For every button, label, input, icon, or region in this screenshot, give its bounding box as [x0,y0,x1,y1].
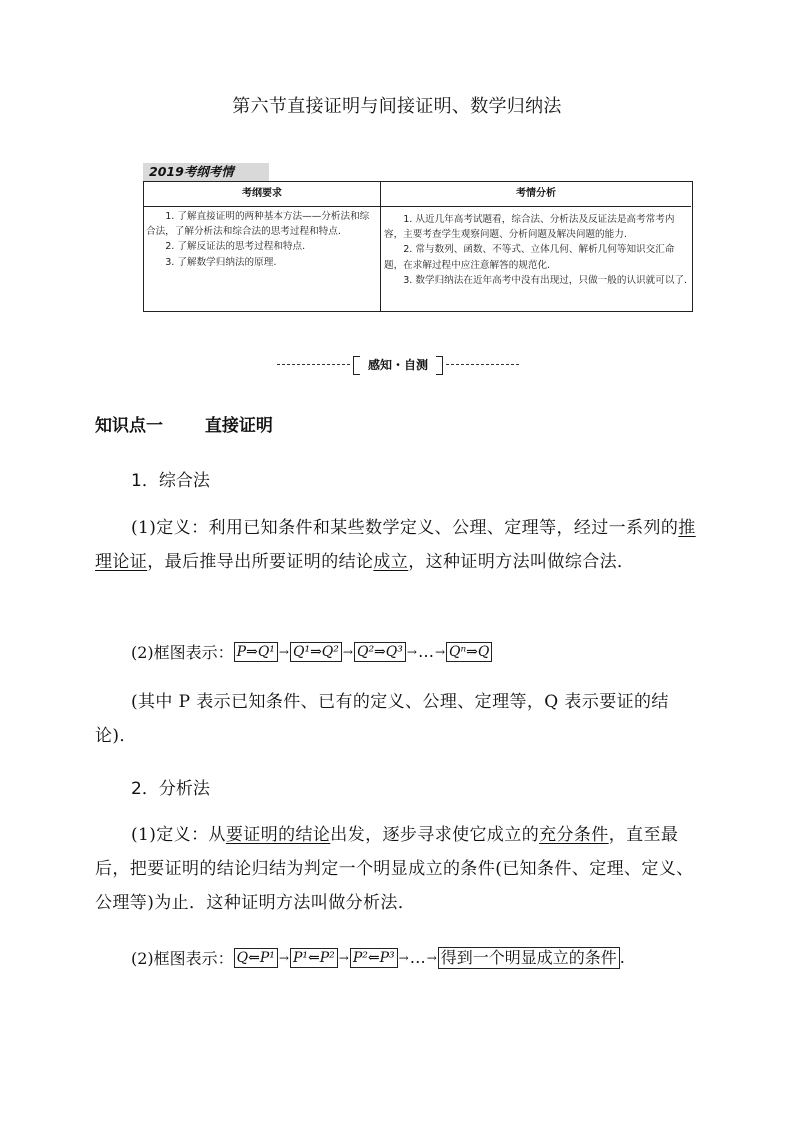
kp-number: 知识点一 [95,416,163,436]
s1-heading: 1．综合法 [131,471,210,491]
s1-def-text: ，最后推导出所要证明的结论 [147,552,374,572]
arrow-icon: → [338,950,349,965]
s2-definition [95,818,705,920]
flow-box: Q⇐P¹ [234,948,278,968]
divider-line-left [277,364,350,365]
s2-def-text: ，直至最后，把要证明的结论归结为判定一个明显成立的条件(已知条件、定理、定义、公理等)为止．这种证明方法叫做分析法． [95,825,694,913]
flow-box: Q¹⇒Q² [290,642,342,662]
s2-flow-label: (2)框图表示： [131,949,234,968]
flow-dots: … [417,642,434,661]
bracket-right [436,356,443,375]
arrow-icon: → [398,950,409,965]
flow-box: Qⁿ⇒Q [446,642,492,662]
knowledge-point-heading [95,411,273,436]
left-item: 2. 了解反证法的思考过程和特点. [165,241,306,253]
section-divider [277,354,519,376]
s1-def-text: (1)定义：利用已知条件和某些数学定义、公理、定理等，经过一系列的 [131,518,679,538]
flow-end: . [619,948,625,967]
s1-def-underline-2: 成立 [373,552,409,572]
page-title: 第六节直接证明与间接证明、数学归纳法 [232,96,562,117]
s1-definition [95,511,705,579]
right-item: 3. 数学归纳法在近年高考中没有出现过，只做一般的认识就可以了. [403,274,688,286]
s1-flow [131,640,492,663]
s2-flow [131,946,625,969]
exam-tag: 2019考纲考情 [143,163,269,181]
left-item: 3. 了解数学归纳法的原理. [165,256,277,268]
s2-def-underline-2: 充分条件 [539,825,609,845]
right-item: 1. 从近几年高考试题看，综合法、分析法及反证法是高考常考内容，主要考查学生观察问题、分析问题及解决问题的能力. [384,214,675,241]
arrow-icon: → [278,644,289,659]
s1-def-underline-1: 推理论证 [95,518,696,572]
s2-heading: 2．分析法 [131,779,210,799]
left-item: 1. 了解直接证明的两种基本方法——分析法和综合法，了解分析法和综合法的思考过程和特点. [146,211,370,238]
s1-def-text: ，这种证明方法叫做综合法． [408,552,635,572]
flow-dots: … [409,948,426,967]
arrow-icon: → [342,644,353,659]
divider-label: 感知・自测 [367,358,428,372]
right-col [384,212,690,288]
right-header: 考情分析 [381,182,691,207]
flow-box: P¹⇐P² [290,948,338,968]
left-col [146,209,378,270]
divider-line-right [446,364,519,365]
kp-name: 直接证明 [204,416,273,436]
flow-box: P⇒Q¹ [234,642,278,662]
exam-table [143,181,693,312]
flow-box-final: 得到一个明显成立的条件 [438,947,620,969]
s1-note: (其中 P 表示已知条件、已有的定义、公理、定理等，Q 表示要证的结论)． [95,692,669,746]
s1-flow-label: (2)框图表示： [131,643,234,662]
s2-def-text: 出发，逐步寻求使它成立的 [330,825,540,845]
arrow-icon: → [426,950,437,965]
right-item: 2. 常与数列、函数、不等式、立体几何、解析几何等知识交汇命题，在求解过程中应注意解答的规范化. [384,244,675,271]
s2-def-underline-1: 要证明的结论 [225,825,331,845]
s2-def-text: (1)定义：从 [131,825,226,845]
flow-box: P²⇐P³ [350,948,398,968]
arrow-icon: → [278,950,289,965]
left-header: 考纲要求 [144,182,380,207]
arrow-icon: → [434,644,446,659]
flow-box: Q²⇒Q³ [354,642,406,662]
arrow-icon: → [406,644,417,659]
